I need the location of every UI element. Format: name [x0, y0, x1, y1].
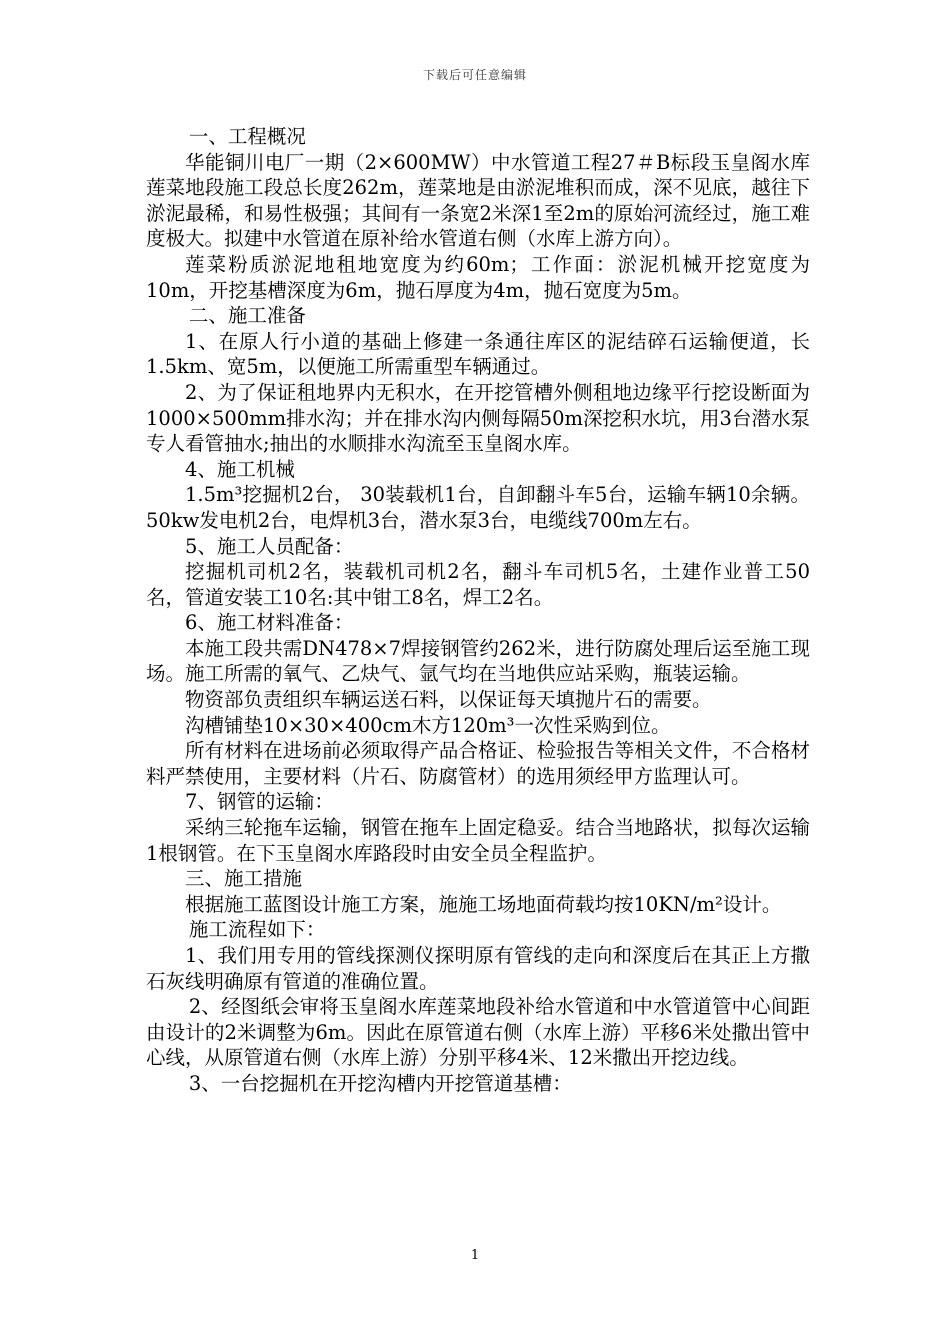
paragraph: 采纳三轮拖车运输，钢管在拖车上固定稳妥。结合当地路状，拟每次运输1根钢管。在下玉皇阁水库路段时由安全员全程监护。 [146, 816, 810, 865]
paragraph: 5、施工人员配备： [185, 534, 354, 558]
section-heading: 一、工程概况 [188, 125, 306, 148]
paragraph: 1、我们用专用的管线探测仪探明原有管线的走向和深度后在其正上方撒石灰线明确原有管道的准确位置。 [146, 944, 810, 993]
paragraph: 7、钢管的运输： [185, 790, 334, 814]
paragraph: 1.5m³挖掘机2台， 30装载机1台，自卸翻斗车5台，运输车辆10余辆。50kw发电机2台，电焊机3台，潜水泵3台，电缆线700m左右。 [146, 483, 810, 532]
paragraph: 本施工段共需DN478×7焊接钢管约262米，进行防腐处理后运至施工现场。施工所需的氧气、乙炔气、氩气均在当地供应站采购，瓶装运输。 [146, 636, 810, 686]
paragraph: 2、为了保证租地界内无积水，在开挖管槽外侧租地边缘平行挖设断面为1000×500mm排水沟；并在排水沟内侧每隔50m深挖积水坑，用3台潜水泵专人看管抽水;抽出的水顺排水沟流至玉皇阁水库。 [146, 380, 810, 456]
paragraph: 4、施工机械 [185, 457, 295, 481]
paragraph: 施工流程如下： [188, 918, 326, 942]
page-number: 1 [470, 1248, 480, 1263]
section-heading: 二、施工准备 [188, 304, 306, 328]
paragraph: 1、在原人行小道的基础上修建一条通往库区的泥结碎石运输便道，长1.5km、宽5m，以便施工所需重型车辆通过。 [146, 329, 810, 379]
paragraph: 2、经图纸会审将玉皇阁水库莲菜地段补给水管道和中水管道管中心间距由设计的2米调整为6m。因此在原管道右侧（水库上游）平移6米处撒出管中心线，从原管道右侧（水库上游）分别平移4米、12米撒出开挖边线。 [146, 995, 810, 1070]
paragraph: 所有材料在进场前必须取得产品合格证、检验报告等相关文件，不合格材料严禁使用，主要材料（片石、防腐管材）的选用须经甲方监理认可。 [146, 739, 810, 788]
paragraph: 沟槽铺垫10×30×400cm木方120m³一次性采购到位。 [185, 713, 671, 737]
paragraph: 6、施工材料准备： [185, 611, 354, 635]
page-header: 下载后可任意编辑 [422, 68, 527, 82]
paragraph: 根据施工蓝图设计施工方案，施施工场地面荷载均按10KN/m²设计。 [185, 892, 782, 916]
paragraph: 3、一台挖掘机在开挖沟槽内开挖管道基槽： [188, 1071, 572, 1095]
paragraph: 三、施工措施 [185, 867, 303, 891]
document-body [146, 124, 810, 1097]
paragraph: 挖掘机司机2名，装载机司机2名，翻斗车司机5名，土建作业普工50名，管道安装工10名:其中钳工8名，焊工2名。 [146, 560, 810, 609]
paragraph: 华能铜川电厂一期（2×600MW）中水管道工程27＃B标段玉皇阁水库莲菜地段施工段总长度262m，莲菜地是由淤泥堆积而成，深不见底，越往下淤泥最稀，和易性极强；其间有一条宽2米深1至2m的原始河流经过，施工难度极大。拟建中水管道在原补给水管道右侧（水库上游方向）。 [146, 150, 810, 251]
paragraph: 莲菜粉质淤泥地租地宽度为约60m；工作面：淤泥机械开挖宽度为10m，开挖基槽深度为6m，抛石厚度为4m，抛石宽度为5m。 [146, 252, 810, 302]
paragraph: 物资部负责组织车辆运送石料，以保证每天填抛片石的需要。 [185, 688, 712, 712]
